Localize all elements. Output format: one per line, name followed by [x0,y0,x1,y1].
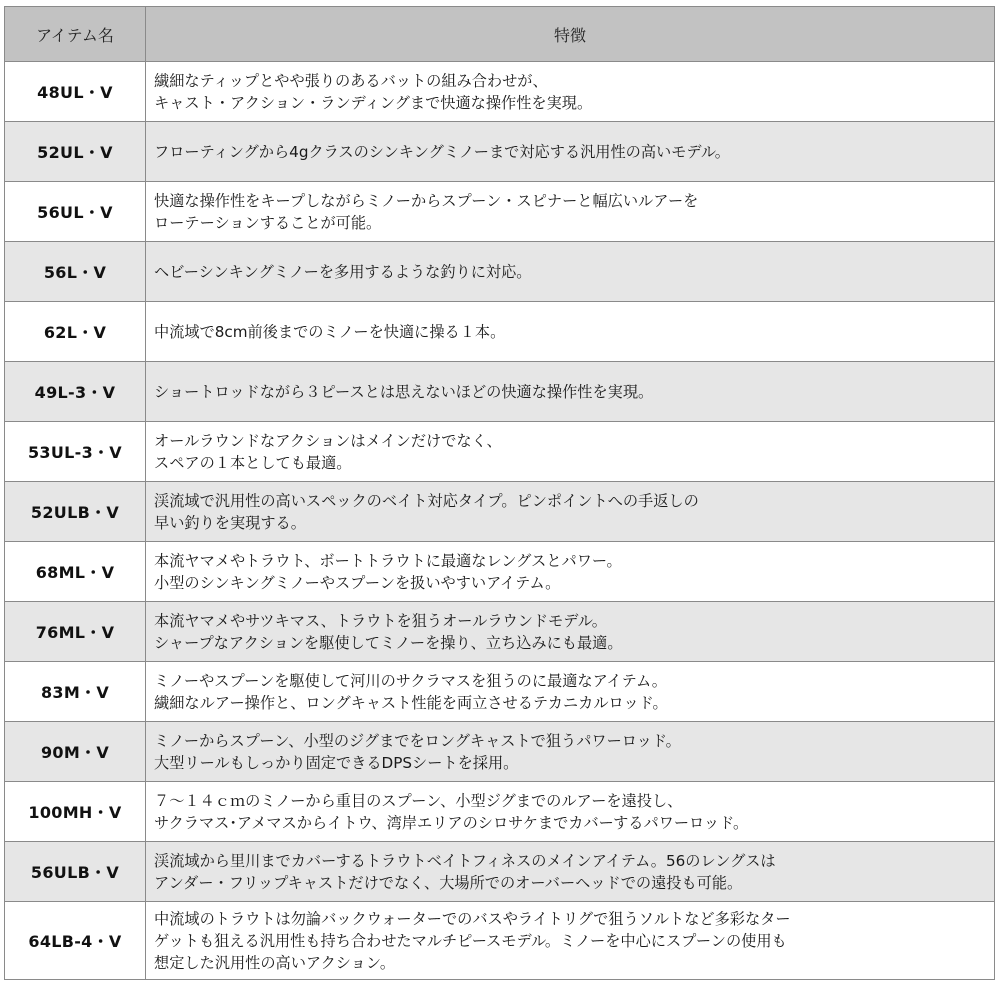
feature-text-line: ミノーやスプーンを駆使して河川のサクラマスを狙うのに最適なアイテム。 [154,671,667,690]
feature-cell [146,782,995,842]
feature-cell [146,122,995,182]
feature-text-line: キャスト・アクション・ランディングまで快適な操作性を実現。 [154,93,593,112]
feature-text-line: 渓流域から里川までカバーするトラウトベイトフィネスのメインアイテム。56のレングスは [154,851,776,870]
item-name-cell: 53UL-3・V [5,422,146,482]
feature-text-line: 想定した汎用性の高いアクション。 [154,953,396,972]
feature-cell [146,662,995,722]
table-row [5,182,995,242]
feature-text-line: 繊細なティップとやや張りのあるバットの組み合わせが、 [154,71,548,90]
item-name-cell: 48UL・V [5,62,146,122]
feature-text-line: ヘビーシンキングミノーを多用するような釣りに対応。 [154,262,532,281]
item-name-cell: 49L-3・V [5,362,146,422]
header-feature: 特徴 [146,7,995,62]
feature-cell [146,902,995,980]
feature-text-line: 中流域で8cm前後までのミノーを快適に操る１本。 [154,322,506,341]
table-row [5,782,995,842]
table-row [5,362,995,422]
feature-text-line: 小型のシンキングミノーやスプーンを扱いやすいアイテム。 [154,573,561,592]
item-name-cell: 76ML・V [5,602,146,662]
feature-cell [146,482,995,542]
feature-text-line: サクラマス･アメマスからイトウ、湾岸エリアのシロサケまでカバーするパワーロッド。 [154,813,749,832]
table-row [5,302,995,362]
feature-cell [146,602,995,662]
feature-cell [146,302,995,362]
feature-cell [146,182,995,242]
feature-text-line: オールラウンドなアクションはメインだけでなく、 [154,431,502,450]
item-name-cell: 68ML・V [5,542,146,602]
feature-cell [146,362,995,422]
feature-text-line: 渓流域で汎用性の高いスペックのベイト対応タイプ。ピンポイントへの手返しの [154,491,699,510]
feature-text-line: 本流ヤマメやサツキマス、トラウトを狙うオールラウンドモデル。 [154,611,607,630]
feature-text-line: 中流域のトラウトは勿論バックウォーターでのバスやライトリグで狙うソルトなど多彩なター [154,909,791,928]
feature-text-line: ７～１４ｃｍのミノーから重目のスプーン、小型ジグまでのルアーを遠投し、 [154,791,683,810]
feature-cell [146,722,995,782]
feature-cell [146,422,995,482]
feature-cell [146,242,995,302]
table-row [5,662,995,722]
item-name-cell: 52ULB・V [5,482,146,542]
feature-text-line: 早い釣りを実現する。 [154,513,306,532]
table-body [5,62,995,980]
feature-cell [146,542,995,602]
item-name-cell: 56UL・V [5,182,146,242]
table-row [5,722,995,782]
feature-text-line: 快適な操作性をキープしながらミノーからスプーン・スピナーと幅広いルアーを [154,191,699,210]
feature-text-line: 本流ヤマメやトラウト、ボートトラウトに最適なレングスとパワー。 [154,551,622,570]
feature-cell [146,842,995,902]
item-name-cell: 64LB-4・V [5,902,146,980]
item-name-cell: 83M・V [5,662,146,722]
item-name-cell: 56ULB・V [5,842,146,902]
item-name-cell: 90M・V [5,722,146,782]
table-row [5,482,995,542]
feature-text-line: ショートロッドながら３ピースとは思えないほどの快適な操作性を実現。 [154,382,654,401]
item-name-cell: 52UL・V [5,122,146,182]
feature-text-line: シャープなアクションを駆使してミノーを操り、立ち込みにも最適。 [154,633,623,652]
item-name-cell: 100MH・V [5,782,146,842]
table-row [5,602,995,662]
feature-text-line: 大型リールもしっかり固定できるDPSシートを採用。 [154,753,519,772]
table-row [5,842,995,902]
feature-text-line: フローティングから4gクラスのシンキングミノーまで対応する汎用性の高いモデル。 [154,142,730,161]
feature-text-line: 繊細なルアー操作と、ロングキャスト性能を両立させるテカニカルロッド。 [154,693,668,712]
feature-text-line: ローテーションすることが可能。 [154,213,382,232]
item-name-cell: 56L・V [5,242,146,302]
spec-table-container [4,6,994,980]
header-row [5,7,995,62]
feature-text-line: スペアの１本としても最適。 [154,453,352,472]
table-row [5,122,995,182]
feature-cell [146,62,995,122]
feature-text-line: ミノーからスプーン、小型のジグまでをロングキャストで狙うパワーロッド。 [154,731,681,750]
table-row [5,542,995,602]
rod-feature-table [4,6,995,980]
table-row [5,422,995,482]
table-row [5,902,995,980]
table-row [5,62,995,122]
feature-text-line: ゲットも狙える汎用性も持ち合わせたマルチピースモデル。ミノーを中心にスプーンの使用も [154,931,787,950]
feature-text-line: アンダー・フリップキャストだけでなく、大場所でのオーバーヘッドでの遠投も可能。 [154,873,743,892]
table-row [5,242,995,302]
item-name-cell: 62L・V [5,302,146,362]
header-item-name: アイテム名 [5,7,146,62]
